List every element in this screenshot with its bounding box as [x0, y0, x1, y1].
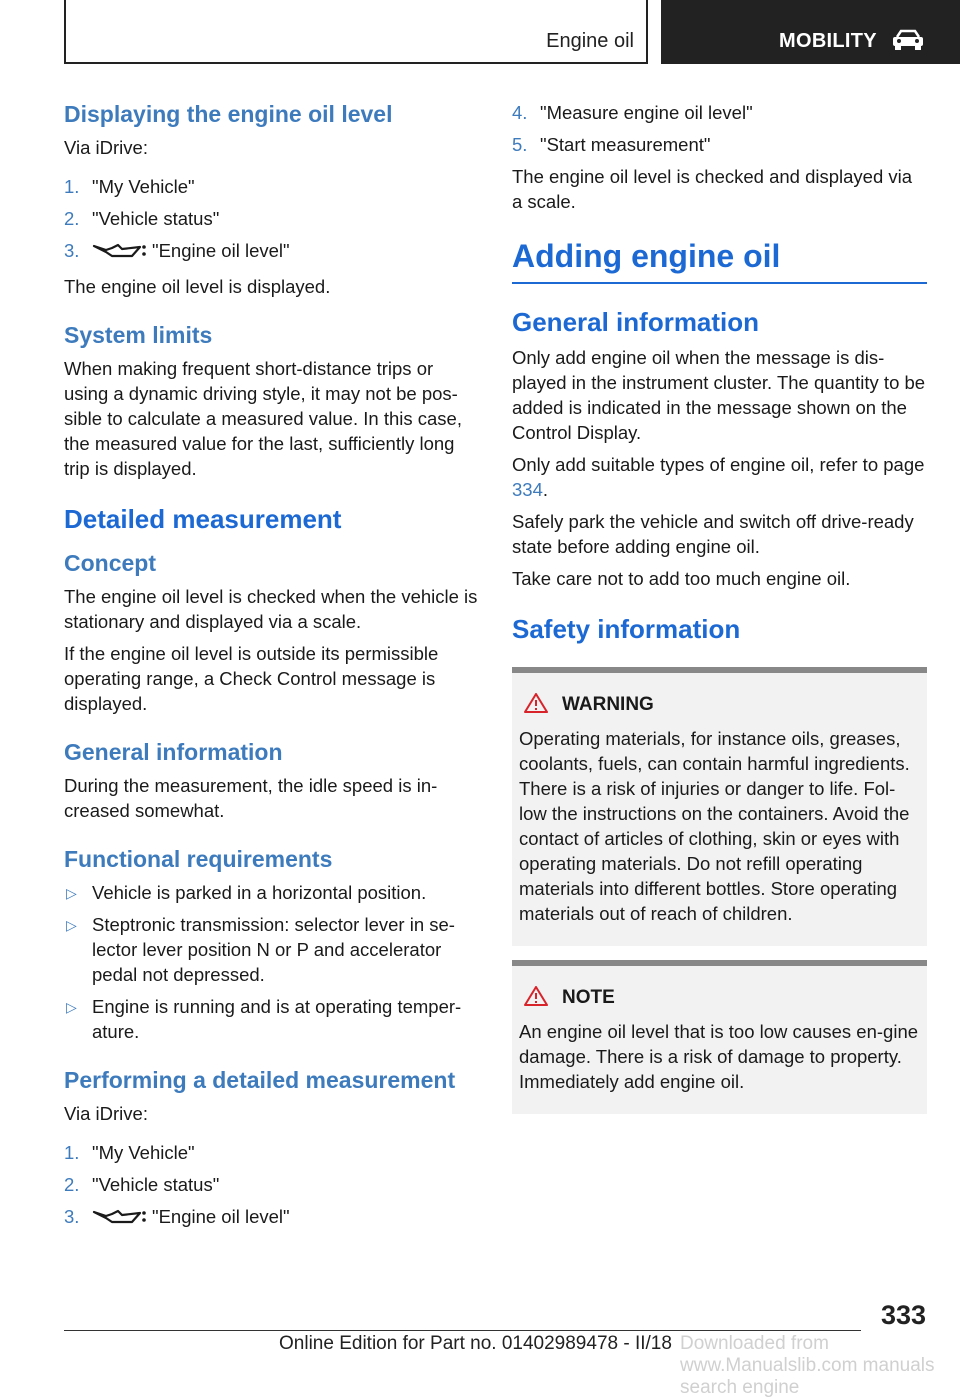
triangle-bullet-icon: ▷ [66, 917, 77, 933]
body-text: When making frequent short-distance trips or using a dynamic driving style, it may not be pos-sible to calculate a measured value. In this case, the measured value for the last, sufficiently long trip is displayed. [64, 358, 462, 479]
list-item: 1. "My Vehicle" [64, 176, 195, 197]
via-idrive-text: Via iDrive: [64, 137, 148, 158]
triangle-bullet-icon: ▷ [66, 999, 77, 1015]
section-title-displaying: Displaying the engine oil level [64, 101, 393, 127]
warning-text: Operating materials, for instance oils, greases, coolants, fuels, can contain harmful ingredients. There is a risk of injuries or danger to life. Fol-low the instructions on the containers. Avoid the contact of articles of clothing, skin or eyes with operating materials. Do not refill operating materials into different bottles. Store operating materials out of reach of children. [519, 728, 910, 924]
list-item: 4. "Measure engine oil level" [512, 102, 753, 123]
body-text: The engine oil level is checked when the vehicle is stationary and displayed via a scale. [64, 586, 478, 632]
list-item: ▷ Vehicle is parked in a horizontal position. [64, 880, 479, 905]
list-item: ▷ Engine is running and is at operating temper-ature. [66, 996, 462, 1042]
triangle-bullet-icon: ▷ [66, 885, 77, 901]
body-text: The engine oil level is displayed. [64, 276, 331, 297]
page-link[interactable]: 334 [512, 479, 543, 500]
note-label: NOTE [562, 987, 615, 1008]
body-text: Only add suitable types of engine oil, refer to page 334. [512, 454, 925, 500]
warning-label: WARNING [562, 694, 654, 715]
section-title-general: General information [64, 739, 283, 765]
list-item: ▷ Steptronic transmission: selector lever in se-lector lever position N or P and accelerator pedal not depressed. [66, 914, 455, 985]
header-section-box [661, 0, 960, 64]
section-title-general-info: General information [512, 307, 760, 337]
section-title-concept: Concept [64, 550, 156, 576]
list-item: 1. "My Vehicle" [64, 1142, 195, 1163]
footer-edition: Online Edition for Part no. 01402989478 - II/18 [279, 1333, 672, 1354]
body-text: During the measurement, the idle speed is in-creased somewhat. [64, 775, 438, 821]
note-box [512, 960, 927, 1114]
watermark: Downloaded from www.Manualslib.com manuals search engine [680, 1333, 935, 1398]
car-icon [891, 28, 925, 57]
list-item: 2. "Vehicle status" [64, 1174, 220, 1195]
header-title-box [64, 0, 648, 64]
body-text: If the engine oil level is outside its permissible operating range, a Check Control message is displayed. [64, 643, 439, 714]
list-item: 3. "Engine oil level" [64, 1204, 479, 1233]
list-item: 5. "Start measurement" [512, 134, 711, 155]
section-title-functional: Functional requirements [64, 846, 333, 872]
header-title: Engine oil [546, 30, 634, 52]
body-text: Safely park the vehicle and switch off drive-ready state before adding engine oil. [512, 511, 914, 557]
list-item: 3. "Engine oil level" [64, 238, 479, 267]
section-title-adding: Adding engine oil [512, 236, 927, 284]
section-title-safety: Safety information [512, 614, 741, 644]
oil-can-icon [92, 241, 148, 267]
via-idrive-text: Via iDrive: [64, 1103, 148, 1124]
oil-can-icon [92, 1207, 148, 1233]
body-text: Only add engine oil when the message is dis-played in the instrument cluster. The quantity to be added is indicated in the message shown on the Control Display. [512, 347, 926, 443]
warning-box [512, 667, 927, 946]
left-column [64, 100, 479, 1233]
section-title-detailed: Detailed measurement [64, 504, 342, 534]
note-text: An engine oil level that is too low causes en-gine damage. There is a risk of damage to property. Immediately add engine oil. [519, 1021, 919, 1092]
body-text: The engine oil level is checked and displayed via a scale. [512, 166, 913, 212]
header-section-label: MOBILITY [779, 30, 877, 52]
page-number: 333 [880, 1300, 926, 1330]
body-text: Take care not to add too much engine oil. [512, 568, 851, 589]
section-title-performing: Performing a detailed measurement [64, 1067, 456, 1093]
warning-icon [524, 986, 548, 1012]
section-title-limits: System limits [64, 322, 213, 348]
warning-icon [524, 693, 548, 719]
list-item: 2. "Vehicle status" [64, 208, 220, 229]
right-column [512, 100, 927, 1114]
footer-divider [64, 1330, 861, 1331]
